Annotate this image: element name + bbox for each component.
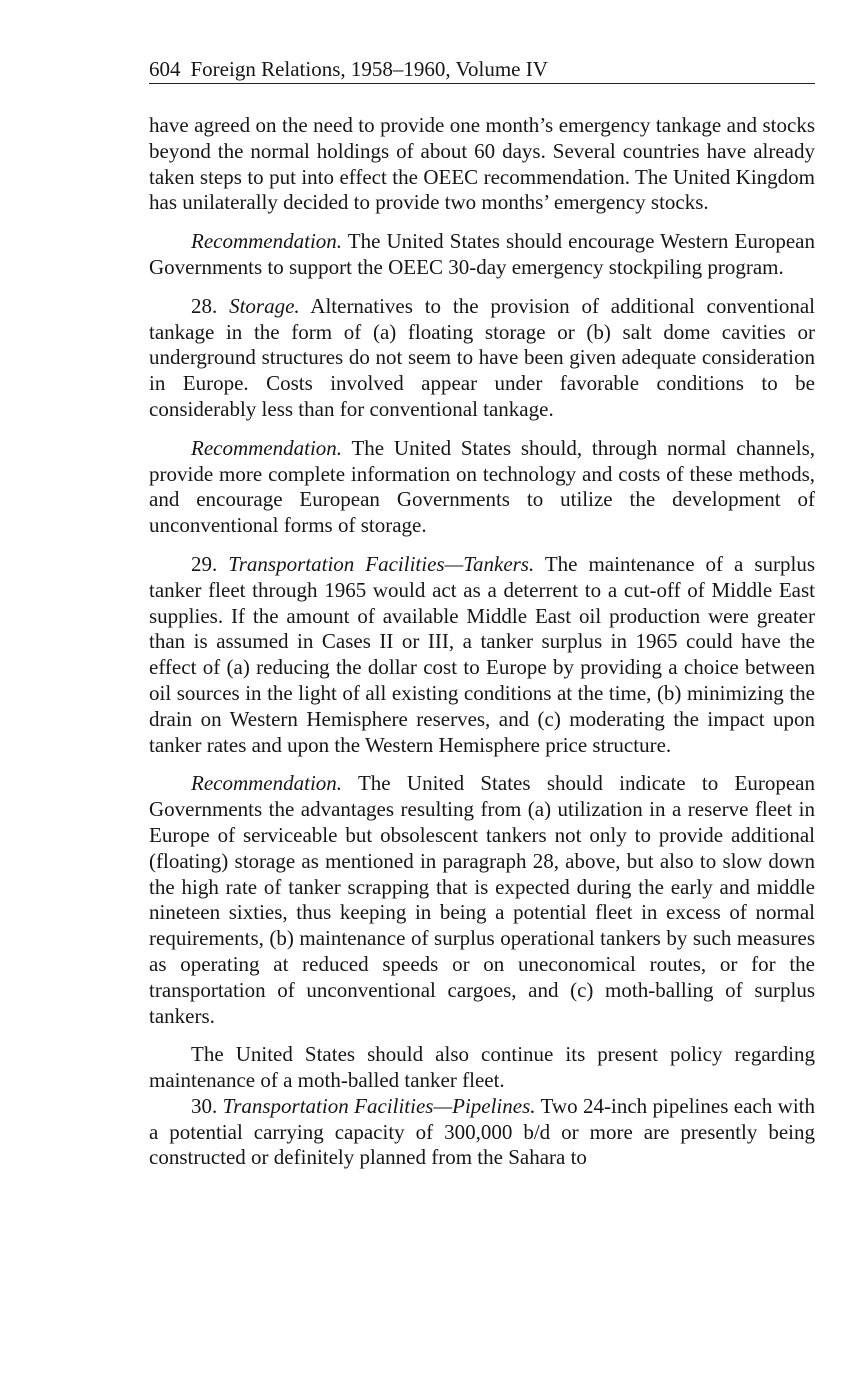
paragraph-29-tankers	[149, 552, 815, 758]
paragraph-lead: Storage.	[229, 293, 300, 318]
document-page	[149, 56, 815, 1171]
paragraph-number: 28.	[191, 293, 230, 318]
paragraph-text: have agreed on the need to provide one month’s emergency tankage and stocks beyond the normal holdings of about 60 days. Several countries have already taken steps to put into effect the OEEC recommendation. The United Kingdom has unilaterally decided to provide two months’ emergency stocks.	[149, 113, 815, 215]
publication-title: Foreign Relations, 1958–1960, Volume IV	[190, 57, 548, 81]
paragraph-number: 29.	[191, 551, 229, 576]
paragraph-text: Alternatives to the provision of additional conventional tankage in the form of (a) floating storage or (b) salt dome cavities or underground structures do not seem to have been given adequate consideration in Europe. Costs involved appear under favorable conditions to be considerably less than for conventional tankage.	[149, 293, 815, 421]
paragraph-recommendation-stockpiling	[149, 229, 815, 281]
paragraph-text: The United States should indicate to European Governments the advantages resulting from (a) utilization in a reserve fleet in Europe of serviceable but obsolescent tankers not only to provide additional (floating) storage as mentioned in paragraph 28, above, but also to slow down the high rate of tanker scrapping that is expected during the early and middle nineteen sixties, thus keeping in being a potential fleet in excess of normal requirements, (b) maintenance of surplus operational tankers by such measures as operating at reduced speeds or on uneconomical routes, or for the transportation of unconventional cargoes, and (c) moth-balling of surplus tankers.	[149, 771, 815, 1028]
paragraph-moth-balled-fleet	[149, 1042, 815, 1094]
paragraph-text: The United States should, through normal channels, provide more complete information on technology and costs of these methods, and encourage European Governments to utilize the development of unconventional forms of storage.	[149, 435, 815, 538]
paragraph-28-storage	[149, 294, 815, 423]
paragraph-emergency-tankage	[149, 113, 815, 216]
paragraph-lead: Recommendation.	[191, 229, 343, 254]
paragraph-text: The United States should encourage Western European Governments to support the OEEC 30-day emergency stockpiling program.	[149, 229, 815, 279]
paragraph-text: The maintenance of a surplus tanker fleet through 1965 would act as a deterrent to a cut-off of Middle East supplies. If the amount of available Middle East oil production were greater than is assumed in Cases II or III, a tanker surplus in 1965 could have the effect of (a) reducing the dollar cost to Europe by providing a choice between oil sources in the light of all existing conditions at the time, (b) minimizing the drain on Western Hemisphere reserves, and (c) moderating the impact upon tanker rates and upon the Western Hemisphere price structure.	[149, 551, 815, 757]
paragraph-lead: Recommendation.	[191, 435, 343, 460]
paragraph-text: The United States should also continue its present policy regarding maintenance of a moth-balled tanker fleet.	[149, 1042, 815, 1093]
page-number: 604	[149, 57, 181, 81]
paragraph-lead: Transportation Facilities—Tankers.	[228, 551, 535, 576]
paragraph-text: Two 24-inch pipelines each with a potential carrying capacity of 300,000 b/d or more are presently being constructed or definitely planned from the Sahara to	[149, 1093, 815, 1170]
paragraph-lead: Recommendation.	[191, 771, 343, 796]
paragraph-recommendation-tankers	[149, 771, 815, 1029]
running-header	[149, 56, 815, 84]
paragraph-30-pipelines	[149, 1094, 815, 1171]
paragraph-number: 30.	[191, 1093, 223, 1118]
paragraph-lead: Transportation Facilities—Pipelines.	[222, 1093, 536, 1118]
paragraph-recommendation-storage	[149, 436, 815, 539]
body-text	[149, 113, 815, 1171]
